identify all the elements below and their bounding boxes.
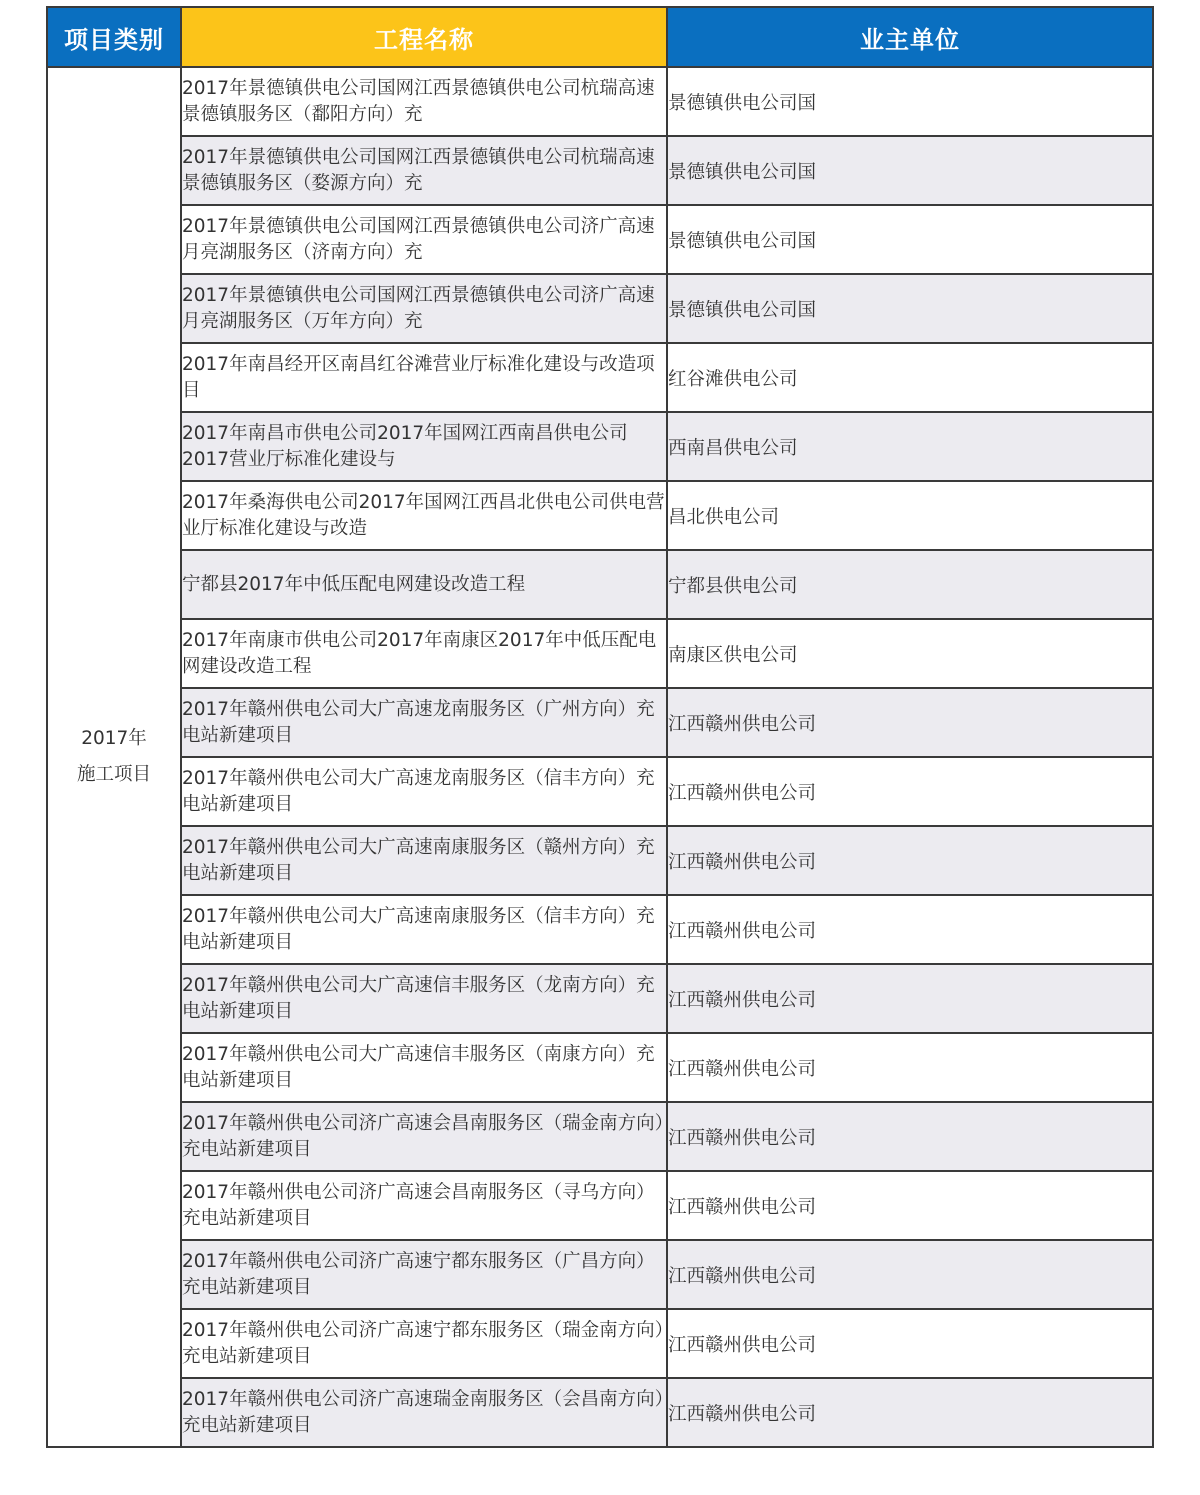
table-row bbox=[47, 757, 1153, 826]
owner-unit-cell: 江西赣州供电公司 bbox=[667, 826, 1153, 895]
owner-unit-cell: 红谷滩供电公司 bbox=[667, 343, 1153, 412]
owner-unit-cell: 江西赣州供电公司 bbox=[667, 1378, 1153, 1447]
table-row bbox=[47, 550, 1153, 619]
table-row bbox=[47, 1240, 1153, 1309]
table-row bbox=[47, 136, 1153, 205]
table-row bbox=[47, 1102, 1153, 1171]
table-row bbox=[47, 205, 1153, 274]
project-name-cell: 2017年赣州供电公司大广高速南康服务区（信丰方向）充电站新建项目 bbox=[181, 895, 667, 964]
header-category: 项目类别 bbox=[47, 7, 181, 67]
owner-unit-cell: 景德镇供电公司国 bbox=[667, 205, 1153, 274]
header-row bbox=[47, 7, 1153, 67]
header-owner-unit: 业主单位 bbox=[667, 7, 1153, 67]
table-row bbox=[47, 1171, 1153, 1240]
table-row bbox=[47, 1033, 1153, 1102]
owner-unit-cell: 江西赣州供电公司 bbox=[667, 964, 1153, 1033]
project-name-cell: 2017年景德镇供电公司国网江西景德镇供电公司济广高速月亮湖服务区（万年方向）充 bbox=[181, 274, 667, 343]
project-name-cell: 2017年赣州供电公司大广高速龙南服务区（信丰方向）充电站新建项目 bbox=[181, 757, 667, 826]
project-name-cell: 宁都县2017年中低压配电网建设改造工程 bbox=[181, 550, 667, 619]
table-row bbox=[47, 274, 1153, 343]
project-name-cell: 2017年赣州供电公司济广高速会昌南服务区（寻乌方向）充电站新建项目 bbox=[181, 1171, 667, 1240]
project-name-cell: 2017年景德镇供电公司国网江西景德镇供电公司济广高速月亮湖服务区（济南方向）充 bbox=[181, 205, 667, 274]
project-name-cell: 2017年赣州供电公司济广高速会昌南服务区（瑞金南方向）充电站新建项目 bbox=[181, 1102, 667, 1171]
project-name-cell: 2017年桑海供电公司2017年国网江西昌北供电公司供电营业厅标准化建设与改造 bbox=[181, 481, 667, 550]
owner-unit-cell: 江西赣州供电公司 bbox=[667, 688, 1153, 757]
table-row bbox=[47, 964, 1153, 1033]
category-cell bbox=[47, 67, 181, 1447]
table-row bbox=[47, 343, 1153, 412]
owner-unit-cell: 江西赣州供电公司 bbox=[667, 757, 1153, 826]
table-row bbox=[47, 412, 1153, 481]
table-row bbox=[47, 1309, 1153, 1378]
header-project-name: 工程名称 bbox=[181, 7, 667, 67]
table-row bbox=[47, 826, 1153, 895]
table-row bbox=[47, 1378, 1153, 1447]
project-name-cell: 2017年赣州供电公司大广高速信丰服务区（南康方向）充电站新建项目 bbox=[181, 1033, 667, 1102]
project-name-cell: 2017年景德镇供电公司国网江西景德镇供电公司杭瑞高速景德镇服务区（婺源方向）充 bbox=[181, 136, 667, 205]
category-line-2: 施工项目 bbox=[76, 764, 151, 785]
owner-unit-cell: 江西赣州供电公司 bbox=[667, 895, 1153, 964]
project-name-cell: 2017年赣州供电公司大广高速龙南服务区（广州方向）充电站新建项目 bbox=[181, 688, 667, 757]
project-name-cell: 2017年景德镇供电公司国网江西景德镇供电公司杭瑞高速景德镇服务区（鄱阳方向）充 bbox=[181, 67, 667, 136]
owner-unit-cell: 昌北供电公司 bbox=[667, 481, 1153, 550]
owner-unit-cell: 景德镇供电公司国 bbox=[667, 136, 1153, 205]
projects-table bbox=[46, 6, 1154, 1448]
project-name-cell: 2017年赣州供电公司大广高速信丰服务区（龙南方向）充电站新建项目 bbox=[181, 964, 667, 1033]
table-row bbox=[47, 67, 1153, 136]
owner-unit-cell: 景德镇供电公司国 bbox=[667, 67, 1153, 136]
project-name-cell: 2017年赣州供电公司济广高速宁都东服务区（广昌方向）充电站新建项目 bbox=[181, 1240, 667, 1309]
owner-unit-cell: 江西赣州供电公司 bbox=[667, 1240, 1153, 1309]
owner-unit-cell: 西南昌供电公司 bbox=[667, 412, 1153, 481]
table-row bbox=[47, 619, 1153, 688]
project-name-cell: 2017年南康市供电公司2017年南康区2017年中低压配电网建设改造工程 bbox=[181, 619, 667, 688]
owner-unit-cell: 景德镇供电公司国 bbox=[667, 274, 1153, 343]
table-row bbox=[47, 481, 1153, 550]
project-name-cell: 2017年南昌市供电公司2017年国网江西南昌供电公司2017营业厅标准化建设与 bbox=[181, 412, 667, 481]
owner-unit-cell: 江西赣州供电公司 bbox=[667, 1309, 1153, 1378]
owner-unit-cell: 江西赣州供电公司 bbox=[667, 1033, 1153, 1102]
owner-unit-cell: 江西赣州供电公司 bbox=[667, 1102, 1153, 1171]
project-name-cell: 2017年赣州供电公司大广高速南康服务区（赣州方向）充电站新建项目 bbox=[181, 826, 667, 895]
owner-unit-cell: 江西赣州供电公司 bbox=[667, 1171, 1153, 1240]
table-row bbox=[47, 895, 1153, 964]
table-row bbox=[47, 688, 1153, 757]
owner-unit-cell: 宁都县供电公司 bbox=[667, 550, 1153, 619]
project-name-cell: 2017年赣州供电公司济广高速宁都东服务区（瑞金南方向）充电站新建项目 bbox=[181, 1309, 667, 1378]
table-body bbox=[47, 67, 1153, 1447]
owner-unit-cell: 南康区供电公司 bbox=[667, 619, 1153, 688]
project-name-cell: 2017年南昌经开区南昌红谷滩营业厅标准化建设与改造项目 bbox=[181, 343, 667, 412]
project-name-cell: 2017年赣州供电公司济广高速瑞金南服务区（会昌南方向）充电站新建项目 bbox=[181, 1378, 667, 1447]
category-line-1: 2017年 bbox=[81, 728, 147, 749]
